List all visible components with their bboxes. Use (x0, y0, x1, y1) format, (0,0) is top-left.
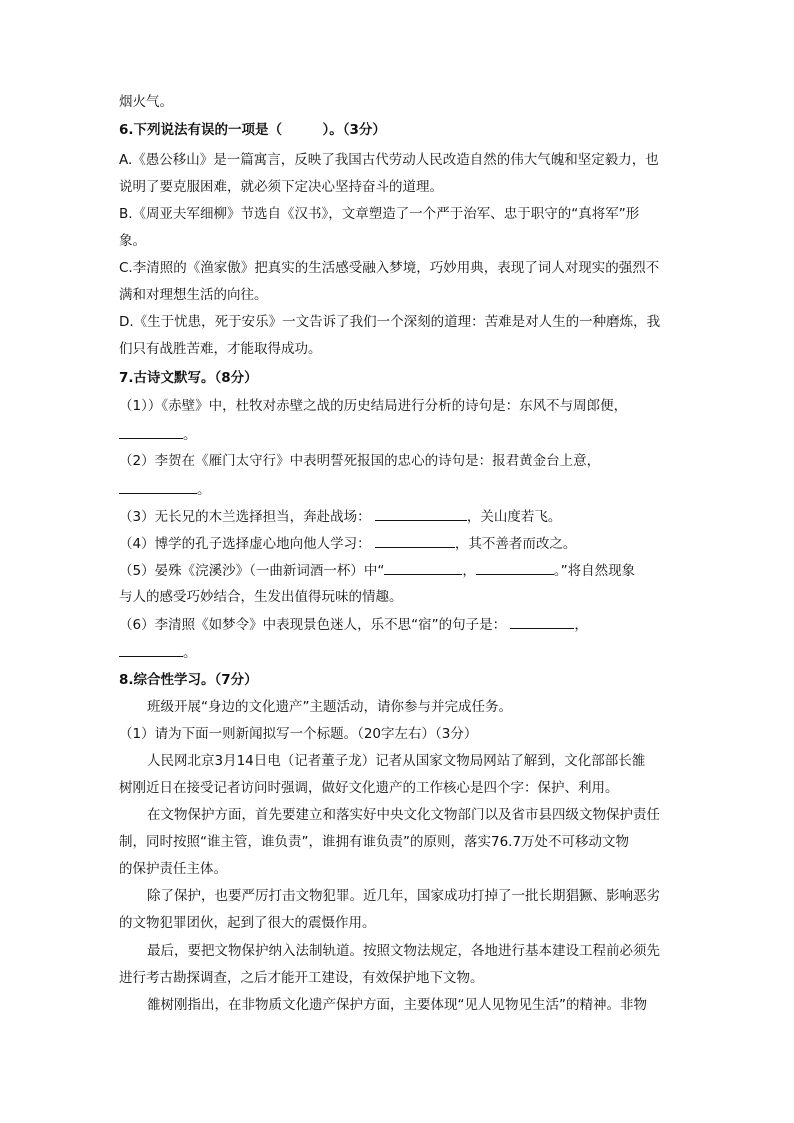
answer-blank[interactable] (476, 560, 554, 575)
answer-blank[interactable] (375, 506, 467, 521)
news-paragraph-3: 除了保护，也要严厉打击文物犯罪。近几年，国家成功打掉了一批长期猖獗、影响恶劣 (147, 888, 660, 904)
option-a-line-1: A.《愚公移山》是一篇寓言，反映了我国古代劳动人民改造自然的伟大气魄和坚定毅力，也 (119, 152, 659, 168)
answer-blank[interactable] (119, 642, 183, 657)
q7-item-4: （4）博学的孔子选择虚心地向他人学习： ，其不善者而改之。 (119, 533, 576, 554)
option-d-line-1: D.《生于忧患，死于安乐》一文告诉了我们一个深刻的道理：苦难是对人生的一种磨炼，我 (119, 314, 661, 330)
q8-intro: 班级开展“身边的文化遗产”主题活动，请你参与并完成任务。 (147, 699, 512, 715)
news-paragraph-1-cont: 树刚近日在接受记者访问时强调，做好文化遗产的工作核心是四个字：保护、利用。 (119, 780, 619, 796)
answer-blank[interactable] (510, 614, 574, 629)
answer-blank[interactable] (119, 479, 197, 494)
q7-item-1: （1））《赤壁》中，杜牧对赤壁之战的历史结局进行分析的诗句是：东风不与周郎便， (119, 398, 628, 414)
option-b-line-1: B.《周亚夫军细柳》节选自《汉书》，文章塑造了一个严于治军、忠于职守的“真将军”形 (119, 206, 640, 222)
q8-task-1: （1）请为下面一则新闻拟写一个标题。（20字左右）（3分） (119, 726, 478, 742)
q7-item-2: （2）李贺在《雁门太守行》中表明誓死报国的忠心的诗句是：报君黄金台上意， (119, 453, 601, 469)
q7-item-3: （3）无长兄的木兰选择担当，奔赴战场： ，关山度若飞。 (119, 506, 561, 527)
option-c-line-2: 满和对理想生活的向往。 (119, 287, 268, 303)
question-8-heading: 8.综合性学习。（7分） (119, 672, 258, 688)
q7-item-2-answer: 。 (119, 479, 211, 500)
q7-item-6-answer: 。 (119, 642, 197, 663)
option-b-line-2: 象。 (119, 233, 146, 249)
news-paragraph-2: 在文物保护方面，首先要建立和落实好中央文化文物部门以及省市县四级文物保护责任 (147, 807, 660, 823)
news-paragraph-3-cont: 的文物犯罪团伙，起到了很大的震慑作用。 (119, 915, 376, 931)
answer-blank[interactable] (375, 533, 455, 548)
answer-blank[interactable] (119, 424, 183, 439)
question-7-heading: 7.古诗文默写。（8分） (119, 370, 258, 386)
q7-item-5: （5）晏殊《浣溪沙》（一曲新词酒一杯）中“ ， 。”将自然现象 (119, 560, 635, 581)
news-paragraph-4: 最后，要把文物保护纳入法制轨道。按照文物法规定，各地进行基本建设工程前必须先 (147, 943, 660, 959)
news-paragraph-2-cont: 制，同时按照“谁主管，谁负责”，谁拥有谁负责”的原则，落实76.7万处不可移动文物 (119, 834, 630, 850)
news-paragraph-5: 雒树刚指出，在非物质文化遗产保护方面，主要体现“见人见物见生活”的精神。非物 (147, 997, 647, 1013)
q7-item-5-cont: 与人的感受巧妙结合，生发出值得玩味的情趣。 (119, 589, 403, 605)
option-a-line-2: 说明了要克服困难，就必须下定决心坚持奋斗的道理。 (119, 179, 443, 195)
news-paragraph-1: 人民网北京3月14日电（记者董子龙）记者从国家文物局网站了解到，文化部部长雒 (147, 753, 646, 769)
q7-item-6: （6）李清照《如梦令》中表现景色迷人，乐不思“宿”的句子是： ， (119, 614, 588, 635)
text-line: 烟火气。 (119, 94, 173, 110)
option-d-line-2: 们只有战胜苦难，才能取得成功。 (119, 341, 322, 357)
news-paragraph-2-end: 的保护责任主体。 (119, 861, 227, 877)
answer-blank[interactable] (384, 560, 462, 575)
question-6-heading: 6.下列说法有误的一项是（ ）。（3分） (119, 122, 386, 138)
q7-item-1-answer: 。 (119, 424, 197, 445)
option-c-line-1: C.李清照的《渔家傲》把真实的生活感受融入梦境，巧妙用典，表现了词人对现实的强烈不 (119, 260, 660, 276)
news-paragraph-4-cont: 进行考古勘探调查，之后才能开工建设，有效保护地下文物。 (119, 970, 484, 986)
